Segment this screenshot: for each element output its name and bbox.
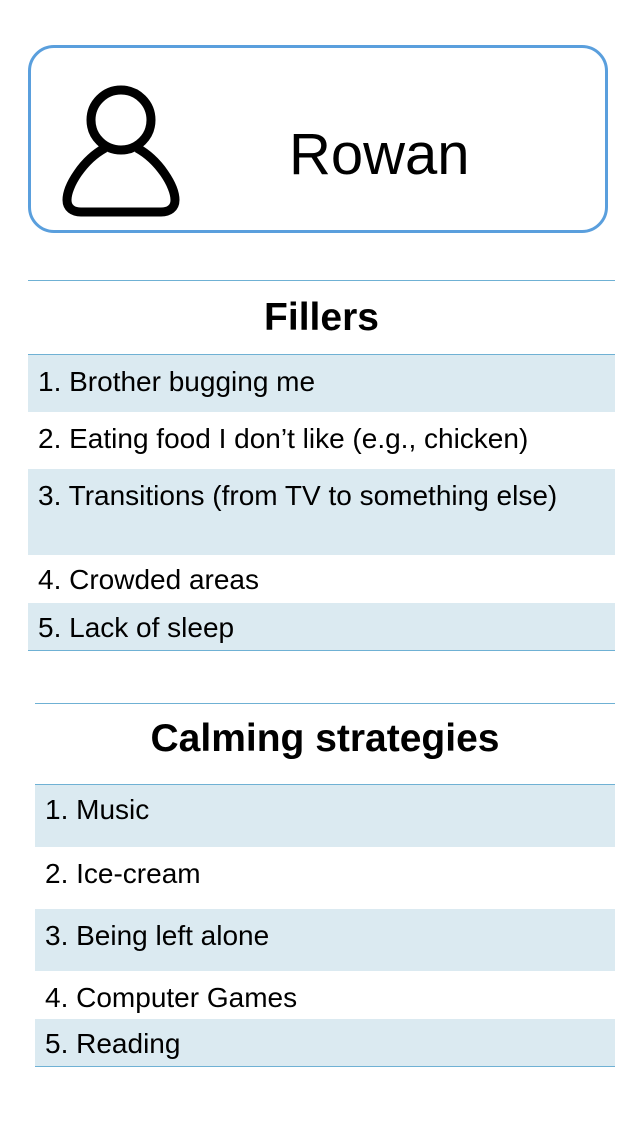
list-item[interactable]: 5. Lack of sleep <box>28 603 615 651</box>
list-item[interactable]: 4. Crowded areas <box>38 564 260 595</box>
profile-card[interactable] <box>28 45 608 233</box>
calming-title: Calming strategies <box>35 703 615 785</box>
list-item[interactable]: 3. Being left alone <box>35 909 615 971</box>
list-item[interactable]: 5. Reading <box>35 1019 615 1067</box>
person-icon <box>61 82 181 222</box>
list-item[interactable]: 3. Transitions (from TV to something else) <box>28 469 615 555</box>
calming-section <box>35 703 615 1067</box>
list-item[interactable]: 2. Eating food I don’t like (e.g., chicken) <box>38 423 529 454</box>
profile-name: Rowan <box>289 122 470 187</box>
fillers-title: Fillers <box>28 280 615 355</box>
list-item[interactable]: 1. Music <box>35 785 615 847</box>
list-item[interactable]: 4. Computer Games <box>45 982 298 1013</box>
fillers-list <box>28 355 615 651</box>
list-item[interactable]: 2. Ice-cream <box>45 858 201 889</box>
calming-list <box>35 785 615 1067</box>
list-item[interactable]: 1. Brother bugging me <box>28 355 615 412</box>
fillers-section <box>28 280 615 651</box>
